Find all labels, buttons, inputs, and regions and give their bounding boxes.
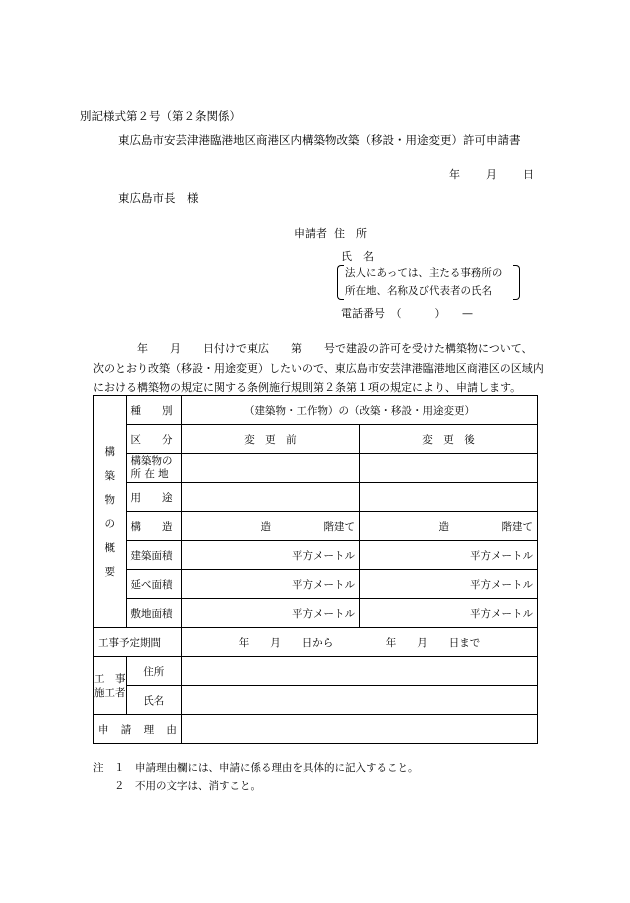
note-1: 注 １ 申請理由欄には、申請に係る理由を具体的に記入すること。 — [93, 762, 419, 774]
division-label: 区 分 — [126, 425, 181, 454]
overview-label: 構築物の概要 — [94, 396, 127, 628]
location-before-input[interactable] — [181, 454, 359, 483]
structure-before-input[interactable]: 造 階建て — [181, 512, 359, 541]
use-before-input[interactable] — [181, 483, 359, 512]
kind-label: 種 別 — [126, 396, 181, 425]
location-label: 構築物の 所 在 地 — [126, 454, 181, 483]
before-header: 変 更 前 — [181, 425, 359, 454]
site-area-after-input[interactable]: 平方メートル — [359, 599, 537, 628]
date-line — [449, 166, 534, 182]
contractor-address-label: 住所 — [126, 657, 181, 686]
use-label: 用 途 — [126, 483, 181, 512]
form-label: 別記様式第２号（第２条関係） — [80, 109, 241, 123]
applicant-name-label: 氏 名 — [341, 250, 374, 263]
use-after-input[interactable] — [359, 483, 537, 512]
period-label: 工事予定期間 — [94, 628, 182, 657]
corporate-note-line1: 法人にあっては、主たる事務所の — [345, 267, 503, 279]
contractor-address-input[interactable] — [181, 657, 537, 686]
structure-after-input[interactable]: 造 階建て — [359, 512, 537, 541]
paragraph-line: における構築物の規定に関する条例施行規則第２条第１項の規定により、申請します。 — [93, 381, 522, 394]
applicant-label: 申請者 — [294, 227, 327, 240]
date-month: 月 — [486, 168, 497, 181]
after-header: 変 更 後 — [359, 425, 537, 454]
building-area-before-input[interactable]: 平方メートル — [181, 541, 359, 570]
floor-area-after-input[interactable]: 平方メートル — [359, 570, 537, 599]
date-year: 年 — [449, 168, 460, 181]
addressee: 東広島市長 様 — [118, 191, 199, 205]
period-value-input[interactable]: 年 月 日から 年 月 日まで — [181, 628, 537, 657]
note-2: ２ 不用の文字は、消すこと。 — [93, 780, 261, 792]
page-title: 東広島市安芸津港臨港地区商港区内構築物改築（移設・用途変更）許可申請書 — [118, 133, 521, 147]
contractor-name-input[interactable] — [181, 686, 537, 715]
location-after-input[interactable] — [359, 454, 537, 483]
applicant-address-line — [294, 225, 367, 241]
notes — [93, 759, 419, 795]
site-area-label: 敷地面積 — [126, 599, 181, 628]
date-day: 日 — [523, 168, 534, 181]
corporate-note-bracket — [337, 265, 520, 299]
application-paragraph — [93, 339, 553, 398]
building-area-label: 建築面積 — [126, 541, 181, 570]
paragraph-line: 次のとおり改築（移設・用途変更）したいので、東広島市安芸津港臨港地区商港区の区域内 — [93, 361, 544, 375]
applicant-address-label: 住 所 — [334, 227, 367, 240]
structure-label: 構 造 — [126, 512, 181, 541]
reason-input[interactable] — [181, 715, 537, 744]
phone-label: 電話番号 （ ） — — [341, 307, 473, 320]
site-area-before-input[interactable]: 平方メートル — [181, 599, 359, 628]
floor-area-before-input[interactable]: 平方メートル — [181, 570, 359, 599]
application-table — [93, 395, 538, 744]
building-area-after-input[interactable]: 平方メートル — [359, 541, 537, 570]
kind-value: （建築物・工作物）の（改築・移設・用途変更） — [181, 396, 537, 425]
corporate-note-line2: 所在地、名称及び代表者の氏名 — [345, 285, 492, 297]
contractor-label: 工 事 施工者 — [94, 657, 127, 715]
reason-label: 申 請 理 由 — [94, 715, 182, 744]
floor-area-label: 延べ面積 — [126, 570, 181, 599]
paragraph-line: 年 月 日付けで東広 第 号で建設の許可を受けた構築物について、 — [93, 342, 533, 355]
contractor-name-label: 氏名 — [126, 686, 181, 715]
